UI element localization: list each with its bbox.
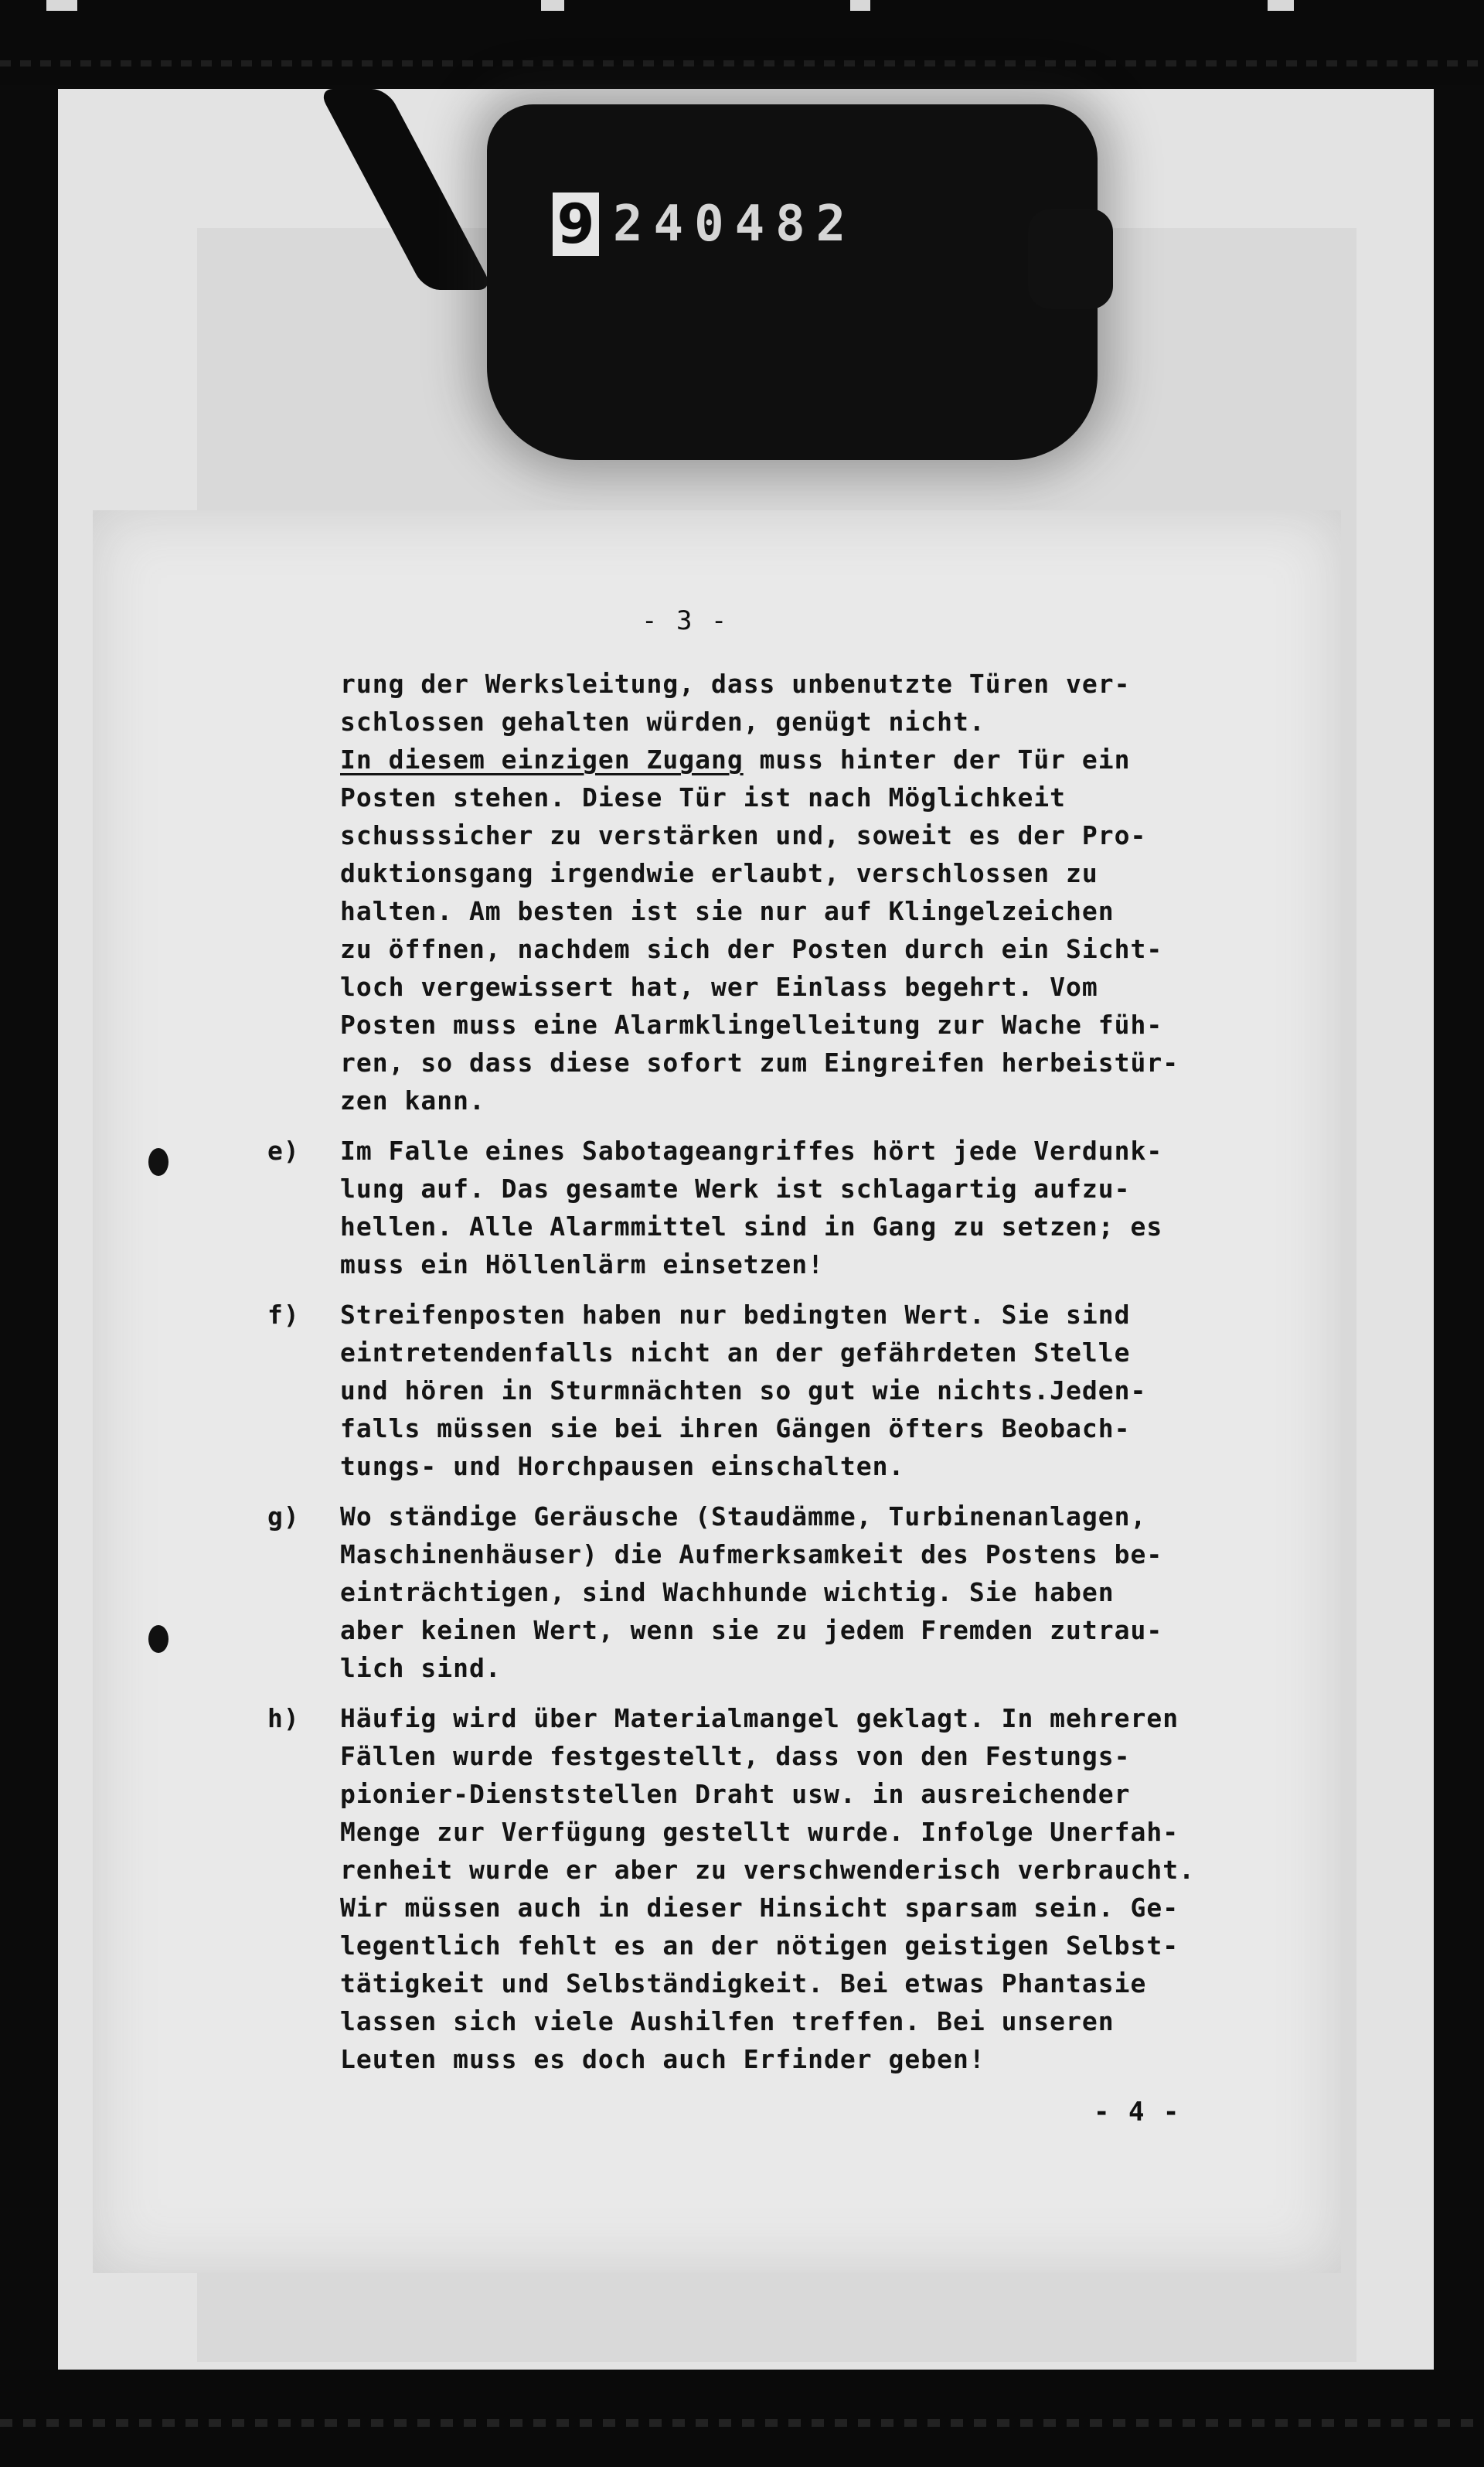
- film-perforation-strip: [0, 2419, 1484, 2427]
- text-line: aber keinen Wert, wenn sie zu jedem Fremden zutrau-: [340, 1615, 1163, 1645]
- underlined-phrase: In diesem einzigen Zugang: [340, 745, 744, 775]
- film-perforation-strip: [0, 60, 1484, 66]
- text-line: legentlich fehlt es an der nötigen geistigen Selbst-: [340, 1930, 1179, 1961]
- paragraph-label: e): [267, 1136, 300, 1166]
- text-line: Wo ständige Geräusche (Staudämme, Turbinenanlagen,: [340, 1501, 1147, 1532]
- next-page-marker: - 4 -: [1094, 2097, 1181, 2128]
- text-line: [340, 741, 1229, 779]
- text-line: falls müssen sie bei ihren Gängen öfters Beobach-: [340, 1413, 1131, 1443]
- film-notch: [850, 0, 870, 11]
- text-line: schlossen gehalten würden, genügt nicht.: [340, 707, 985, 737]
- counter-first-digit: 9: [553, 193, 599, 256]
- film-notch: [1268, 0, 1294, 11]
- text-line: Häufig wird über Materialmangel geklagt. In mehreren: [340, 1703, 1179, 1733]
- film-border-top: [0, 0, 1484, 85]
- text-line: ren, so dass diese sofort zum Eingreifen herbeistür-: [340, 1048, 1179, 1078]
- text-line: loch vergewissert hat, wer Einlass begehrt. Vom: [340, 972, 1098, 1002]
- text-line: Leuten muss es doch auch Erfinder geben!: [340, 2044, 985, 2074]
- intro-rest: [340, 779, 1229, 1119]
- text-line: schusssicher zu verstärken und, soweit es der Pro-: [340, 820, 1147, 850]
- text-line: tungs- und Horchpausen einschalten.: [340, 1451, 905, 1481]
- paragraph-label: g): [267, 1501, 300, 1532]
- paragraph-label: h): [267, 1703, 300, 1733]
- text-line: duktionsgang irgendwie erlaubt, verschlossen zu: [340, 858, 1098, 888]
- text-line: einträchtigen, sind Wachhunde wichtig. Sie haben: [340, 1577, 1115, 1607]
- text-line: Posten stehen. Diese Tür ist nach Möglichkeit: [340, 782, 1067, 813]
- text-line: lung auf. Das gesamte Werk ist schlagartig aufzu-: [340, 1174, 1131, 1204]
- text-line: Streifenposten haben nur bedingten Wert. Sie sind: [340, 1300, 1131, 1330]
- text-line: Wir müssen auch in dieser Hinsicht sparsam sein. Ge-: [340, 1893, 1179, 1923]
- text-line: eintretendenfalls nicht an der gefährdeten Stelle: [340, 1337, 1131, 1368]
- text-line: rung der Werksleitung, dass unbenutzte Türen ver-: [340, 669, 1131, 699]
- document-body: [267, 665, 1229, 2078]
- page-number: - 3 -: [642, 605, 729, 636]
- text-line: muss ein Höllenlärm einsetzen!: [340, 1249, 825, 1280]
- counter-remaining-digits: 240482: [613, 196, 857, 253]
- frame-counter-knob: [1028, 209, 1113, 309]
- paragraph-label: f): [267, 1300, 300, 1330]
- text-line: lich sind.: [340, 1653, 502, 1683]
- intro-block: [340, 665, 1229, 1119]
- text-line: Im Falle eines Sabotageangriffes hört jede Verdunk-: [340, 1136, 1163, 1166]
- text-line: hellen. Alle Alarmmittel sind in Gang zu setzen; es: [340, 1211, 1163, 1242]
- text-line: und hören in Sturmnächten so gut wie nichts.Jeden-: [340, 1375, 1147, 1406]
- text-line: Menge zur Verfügung gestellt wurde. Infolge Unerfah-: [340, 1817, 1179, 1847]
- text-line: Posten muss eine Alarmklingelleitung zur Wache füh-: [340, 1010, 1163, 1040]
- film-notch: [541, 0, 564, 11]
- paragraph-g: [267, 1498, 1229, 1687]
- text-line: lassen sich viele Aushilfen treffen. Bei unseren: [340, 2006, 1115, 2036]
- text-line: Maschinenhäuser) die Aufmerksamkeit des Postens be-: [340, 1539, 1163, 1569]
- text-line: renheit wurde er aber zu verschwenderisch verbraucht.: [340, 1855, 1195, 1885]
- text-line: halten. Am besten ist sie nur auf Klingelzeichen: [340, 896, 1115, 926]
- punch-hole: [148, 1625, 168, 1653]
- enumerated-paragraphs: [267, 1132, 1229, 2078]
- paragraph-h: [267, 1699, 1229, 2078]
- text-line: zen kann.: [340, 1085, 485, 1116]
- text-line: pionier-Dienststellen Draht usw. in ausreichender: [340, 1779, 1131, 1809]
- film-border-bottom: [0, 2370, 1484, 2467]
- frame-counter-device: [487, 104, 1098, 460]
- text-line: Fällen wurde festgestellt, dass von den Festungs-: [340, 1741, 1131, 1771]
- paragraph-e: [267, 1132, 1229, 1283]
- punch-hole: [148, 1148, 168, 1176]
- text-fragment: muss hinter der Tür ein: [743, 745, 1131, 775]
- paragraph-f: [267, 1296, 1229, 1485]
- film-notch: [46, 0, 77, 11]
- text-line: tätigkeit und Selbständigkeit. Bei etwas Phantasie: [340, 1968, 1147, 1998]
- text-line: zu öffnen, nachdem sich der Posten durch ein Sicht-: [340, 934, 1163, 964]
- frame-counter-digits: [553, 189, 856, 259]
